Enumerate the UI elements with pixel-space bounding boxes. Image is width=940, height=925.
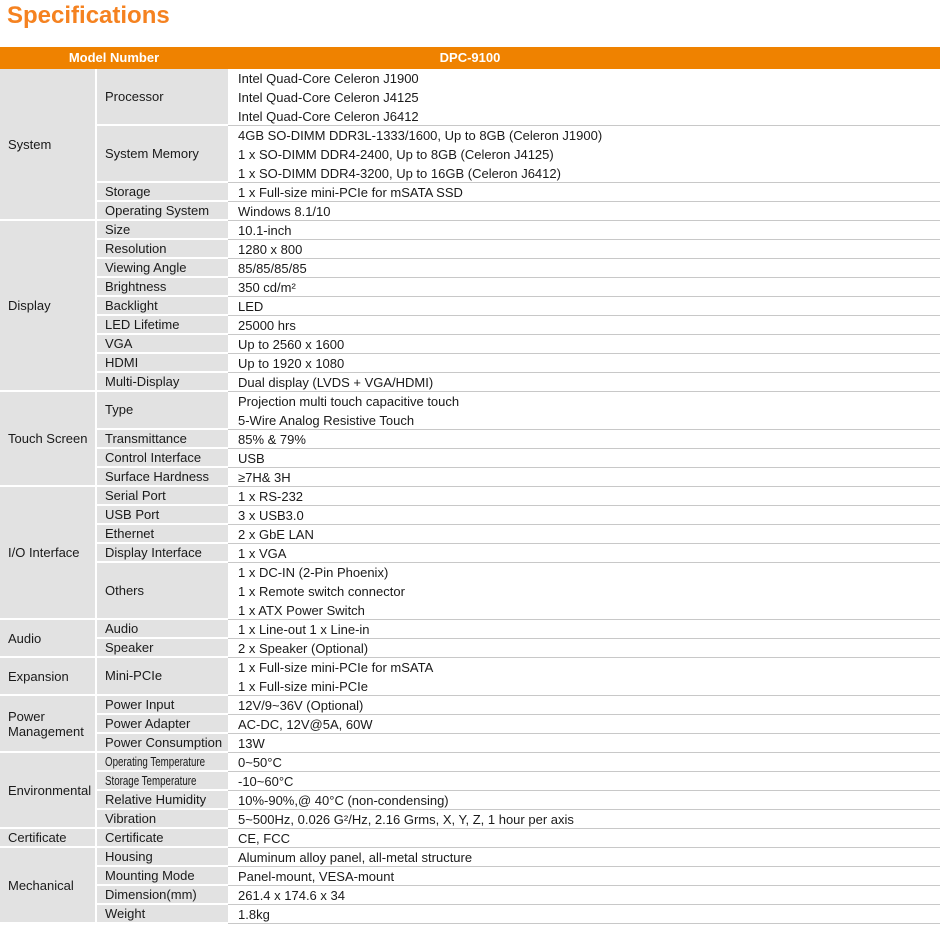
spec-label: Housing <box>105 848 153 864</box>
spec-row <box>97 658 940 696</box>
spec-label-cell <box>97 829 228 848</box>
spec-label: Size <box>105 221 131 237</box>
spec-label: Transmittance <box>105 430 187 446</box>
spec-row <box>97 791 940 810</box>
spec-row <box>97 449 940 468</box>
model-value-header: DPC-9100 <box>439 50 501 65</box>
spec-value-cell <box>228 810 940 829</box>
spec-label-cell <box>97 240 228 259</box>
spec-label-cell <box>97 69 228 126</box>
spec-value-cell <box>228 829 940 848</box>
spec-value-line: 1280 x 800 <box>238 242 303 257</box>
spec-value-cell <box>228 715 940 734</box>
spec-label: Others <box>105 582 145 598</box>
spec-value-cell <box>228 449 940 468</box>
spec-value-line: 1 x Line-out 1 x Line-in <box>238 622 370 637</box>
spec-label-cell <box>97 715 228 734</box>
spec-row <box>97 867 940 886</box>
spec-label-cell <box>97 354 228 373</box>
spec-value-cell <box>228 867 940 886</box>
spec-value-line: Panel-mount, VESA-mount <box>238 869 395 884</box>
spec-value-line: 25000 hrs <box>238 318 296 333</box>
spec-value-line: Aluminum alloy panel, all-metal structure <box>238 850 473 865</box>
spec-label: Power Adapter <box>105 715 191 731</box>
spec-label-cell <box>97 696 228 715</box>
spec-label-cell <box>97 639 228 658</box>
spec-label: Power Input <box>105 696 175 712</box>
spec-group <box>0 69 940 221</box>
category-cell: I/O Interface <box>0 487 97 620</box>
spec-value-line: Intel Quad-Core Celeron J1900 <box>238 71 419 86</box>
spec-value-line: 1 x Full-size mini-PCIe <box>238 679 369 694</box>
spec-value-line: Up to 2560 x 1600 <box>238 337 345 352</box>
spec-label: Display Interface <box>105 544 202 560</box>
category-cell: Certificate <box>0 829 97 848</box>
spec-group <box>0 221 940 392</box>
spec-group <box>0 696 940 753</box>
spec-row <box>97 240 940 259</box>
spec-value-cell <box>228 373 940 392</box>
spec-label-cell <box>97 183 228 202</box>
spec-value-line: Dual display (LVDS + VGA/HDMI) <box>238 375 434 390</box>
spec-group <box>0 658 940 696</box>
spec-row <box>97 221 940 240</box>
spec-groups <box>0 69 940 924</box>
spec-label: Resolution <box>105 240 167 256</box>
spec-value-cell <box>228 848 940 867</box>
table-header <box>0 47 940 69</box>
spec-label: VGA <box>105 335 133 351</box>
spec-label-cell <box>97 392 228 430</box>
spec-label-cell <box>97 563 228 620</box>
spec-value-cell <box>228 658 940 696</box>
spec-row <box>97 354 940 373</box>
spec-value-line: 1 x SO-DIMM DDR4-3200, Up to 16GB (Celeron J6412) <box>238 166 561 181</box>
spec-row <box>97 487 940 506</box>
spec-label-cell <box>97 278 228 297</box>
spec-label-cell <box>97 126 228 183</box>
spec-label: Storage <box>105 183 151 199</box>
spec-value-line: 3 x USB3.0 <box>238 508 304 523</box>
spec-label: Weight <box>105 905 146 921</box>
spec-row <box>97 829 940 848</box>
spec-label-cell <box>97 335 228 354</box>
spec-value-line: -10~60°C <box>238 774 294 789</box>
spec-label: Serial Port <box>105 487 166 503</box>
spec-value-cell <box>228 278 940 297</box>
spec-label-cell <box>97 430 228 449</box>
spec-row <box>97 563 940 620</box>
spec-value-line: LED <box>238 299 264 314</box>
spec-label: HDMI <box>105 354 139 370</box>
spec-label-cell <box>97 810 228 829</box>
spec-row <box>97 316 940 335</box>
spec-label-cell <box>97 316 228 335</box>
spec-value-line: CE, FCC <box>238 831 290 846</box>
spec-label-cell <box>97 487 228 506</box>
spec-label-cell <box>97 658 228 696</box>
spec-label: Control Interface <box>105 449 202 465</box>
spec-value-cell <box>228 468 940 487</box>
spec-label-cell <box>97 259 228 278</box>
spec-value-line: 1 x RS-232 <box>238 489 304 504</box>
spec-value-cell <box>228 202 940 221</box>
category-cell: Touch Screen <box>0 392 97 487</box>
spec-group <box>0 620 940 658</box>
spec-label: Ethernet <box>105 525 155 541</box>
spec-value-cell <box>228 487 940 506</box>
category-cell: Mechanical <box>0 848 97 924</box>
spec-group <box>0 829 940 848</box>
spec-label: Audio <box>105 620 139 636</box>
spec-label: Storage Temperature <box>105 773 197 788</box>
spec-label: Surface Hardness <box>105 468 210 484</box>
model-number-header: Model Number <box>68 50 160 65</box>
spec-label: Type <box>105 402 134 417</box>
spec-row <box>97 278 940 297</box>
spec-value-cell <box>228 240 940 259</box>
spec-label: Speaker <box>105 639 154 655</box>
spec-label-cell <box>97 449 228 468</box>
spec-label-cell <box>97 373 228 392</box>
spec-row <box>97 639 940 658</box>
spec-value-cell <box>228 563 940 620</box>
spec-value-line: 13W <box>238 736 265 751</box>
spec-label-cell <box>97 791 228 810</box>
spec-value-line: 10%-90%,@ 40°C (non-condensing) <box>238 793 449 808</box>
spec-label-cell <box>97 753 228 772</box>
spec-value-cell <box>228 506 940 525</box>
spec-label-cell <box>97 734 228 753</box>
spec-value-cell <box>228 221 940 240</box>
spec-value-line: 1.8kg <box>238 907 270 922</box>
spec-value-cell <box>228 753 940 772</box>
category-cell: Environmental <box>0 753 97 829</box>
spec-value-line: 4GB SO-DIMM DDR3L-1333/1600, Up to 8GB (Celeron J1900) <box>238 128 603 143</box>
spec-value-line: 2 x GbE LAN <box>238 527 314 542</box>
spec-value-cell <box>228 430 940 449</box>
spec-label: Power Consumption <box>105 734 223 750</box>
spec-label-cell <box>97 525 228 544</box>
spec-value-line: 5-Wire Analog Resistive Touch <box>238 413 415 428</box>
spec-value-cell <box>228 316 940 335</box>
spec-label: Backlight <box>105 297 158 313</box>
spec-value-line: 261.4 x 174.6 x 34 <box>238 888 345 903</box>
spec-label-cell <box>97 202 228 221</box>
spec-row <box>97 753 940 772</box>
spec-value-line: AC-DC, 12V@5A, 60W <box>238 717 373 732</box>
spec-row <box>97 373 940 392</box>
spec-value-cell <box>228 696 940 715</box>
spec-row <box>97 202 940 221</box>
spec-group <box>0 753 940 829</box>
spec-value-cell <box>228 69 940 126</box>
spec-label: Mini-PCIe <box>105 668 163 683</box>
spec-value-line: 1 x DC-IN (2-Pin Phoenix) <box>238 565 389 580</box>
spec-value-line: Intel Quad-Core Celeron J4125 <box>238 90 419 105</box>
category-cell: Audio <box>0 620 97 658</box>
spec-value-cell <box>228 354 940 373</box>
spec-row <box>97 525 940 544</box>
spec-row <box>97 848 940 867</box>
spec-value-line: Windows 8.1/10 <box>238 204 331 219</box>
spec-label-cell <box>97 221 228 240</box>
spec-label: Processor <box>105 88 164 104</box>
spec-value-line: 1 x VGA <box>238 546 287 561</box>
spec-label: Mounting Mode <box>105 867 195 883</box>
spec-value-cell <box>228 620 940 639</box>
spec-label: System Memory <box>105 145 199 161</box>
spec-value-cell <box>228 544 940 563</box>
spec-value-cell <box>228 126 940 183</box>
spec-table <box>0 47 940 924</box>
spec-value-line: 2 x Speaker (Optional) <box>238 641 369 656</box>
spec-label: Operating Temperature <box>105 754 206 769</box>
spec-value-cell <box>228 183 940 202</box>
spec-value-line: 0~50°C <box>238 755 282 770</box>
spec-value-line: 12V/9~36V (Optional) <box>238 698 364 713</box>
spec-label-cell <box>97 620 228 639</box>
spec-value-cell <box>228 525 940 544</box>
spec-group <box>0 848 940 924</box>
spec-value-line: Intel Quad-Core Celeron J6412 <box>238 109 419 124</box>
spec-row <box>97 905 940 924</box>
spec-value-line: Up to 1920 x 1080 <box>238 356 345 371</box>
spec-label-cell <box>97 506 228 525</box>
spec-value-line: 350 cd/m² <box>238 280 296 295</box>
spec-row <box>97 335 940 354</box>
spec-label-cell <box>97 772 228 791</box>
page-title: Specifications <box>7 2 170 29</box>
spec-value-cell <box>228 772 940 791</box>
category-cell: Power Management <box>0 696 97 753</box>
spec-value-line: 1 x ATX Power Switch <box>238 603 365 618</box>
spec-label-cell <box>97 867 228 886</box>
spec-label-cell <box>97 297 228 316</box>
spec-label-cell <box>97 886 228 905</box>
spec-label: Certificate <box>105 829 164 845</box>
spec-value-cell <box>228 335 940 354</box>
spec-value-cell <box>228 259 940 278</box>
spec-group <box>0 392 940 487</box>
category-cell: Display <box>0 221 97 392</box>
spec-row <box>97 810 940 829</box>
spec-value-cell <box>228 791 940 810</box>
spec-label: Operating System <box>105 202 210 218</box>
spec-value-cell <box>228 886 940 905</box>
spec-row <box>97 886 940 905</box>
category-cell: System <box>0 69 97 221</box>
spec-row <box>97 772 940 791</box>
spec-label: Brightness <box>105 278 167 294</box>
spec-value-cell <box>228 392 940 430</box>
spec-label: USB Port <box>105 506 160 522</box>
spec-value-cell <box>228 297 940 316</box>
spec-value-line: 1 x Full-size mini-PCIe for mSATA SSD <box>238 185 463 200</box>
spec-row <box>97 544 940 563</box>
spec-label-cell <box>97 905 228 924</box>
spec-label-cell <box>97 848 228 867</box>
spec-group <box>0 487 940 620</box>
spec-row <box>97 734 940 753</box>
spec-value-line: 10.1-inch <box>238 223 292 238</box>
spec-value-line: 1 x SO-DIMM DDR4-2400, Up to 8GB (Celeron J4125) <box>238 147 554 162</box>
category-cell: Expansion <box>0 658 97 696</box>
spec-value-line: Projection multi touch capacitive touch <box>238 394 460 409</box>
spec-row <box>97 430 940 449</box>
spec-value-line: 1 x Full-size mini-PCIe for mSATA <box>238 660 434 675</box>
spec-label: Relative Humidity <box>105 791 207 807</box>
spec-value-cell <box>228 734 940 753</box>
spec-label-cell <box>97 468 228 487</box>
spec-value-cell <box>228 639 940 658</box>
spec-label-cell <box>97 544 228 563</box>
spec-label: Multi-Display <box>105 373 180 389</box>
spec-row <box>97 468 940 487</box>
spec-label: Dimension(mm) <box>105 886 197 902</box>
spec-value-line: 1 x Remote switch connector <box>238 584 405 599</box>
spec-label: LED Lifetime <box>105 316 180 332</box>
spec-label: Viewing Angle <box>105 259 187 275</box>
spec-row <box>97 259 940 278</box>
spec-row <box>97 69 940 126</box>
spec-row <box>97 392 940 430</box>
spec-row <box>97 183 940 202</box>
spec-row <box>97 715 940 734</box>
spec-value-line: 85% & 79% <box>238 432 306 447</box>
spec-value-line: 85/85/85/85 <box>238 261 307 276</box>
spec-label: Vibration <box>105 810 157 826</box>
spec-row <box>97 620 940 639</box>
spec-value-line: 5~500Hz, 0.026 G²/Hz, 2.16 Grms, X, Y, Z, 1 hour per axis <box>238 812 574 827</box>
spec-row <box>97 297 940 316</box>
spec-row <box>97 506 940 525</box>
spec-row <box>97 126 940 183</box>
spec-row <box>97 696 940 715</box>
spec-value-line: ≥7H& 3H <box>238 470 291 485</box>
spec-value-line: USB <box>238 451 265 466</box>
spec-value-cell <box>228 905 940 924</box>
